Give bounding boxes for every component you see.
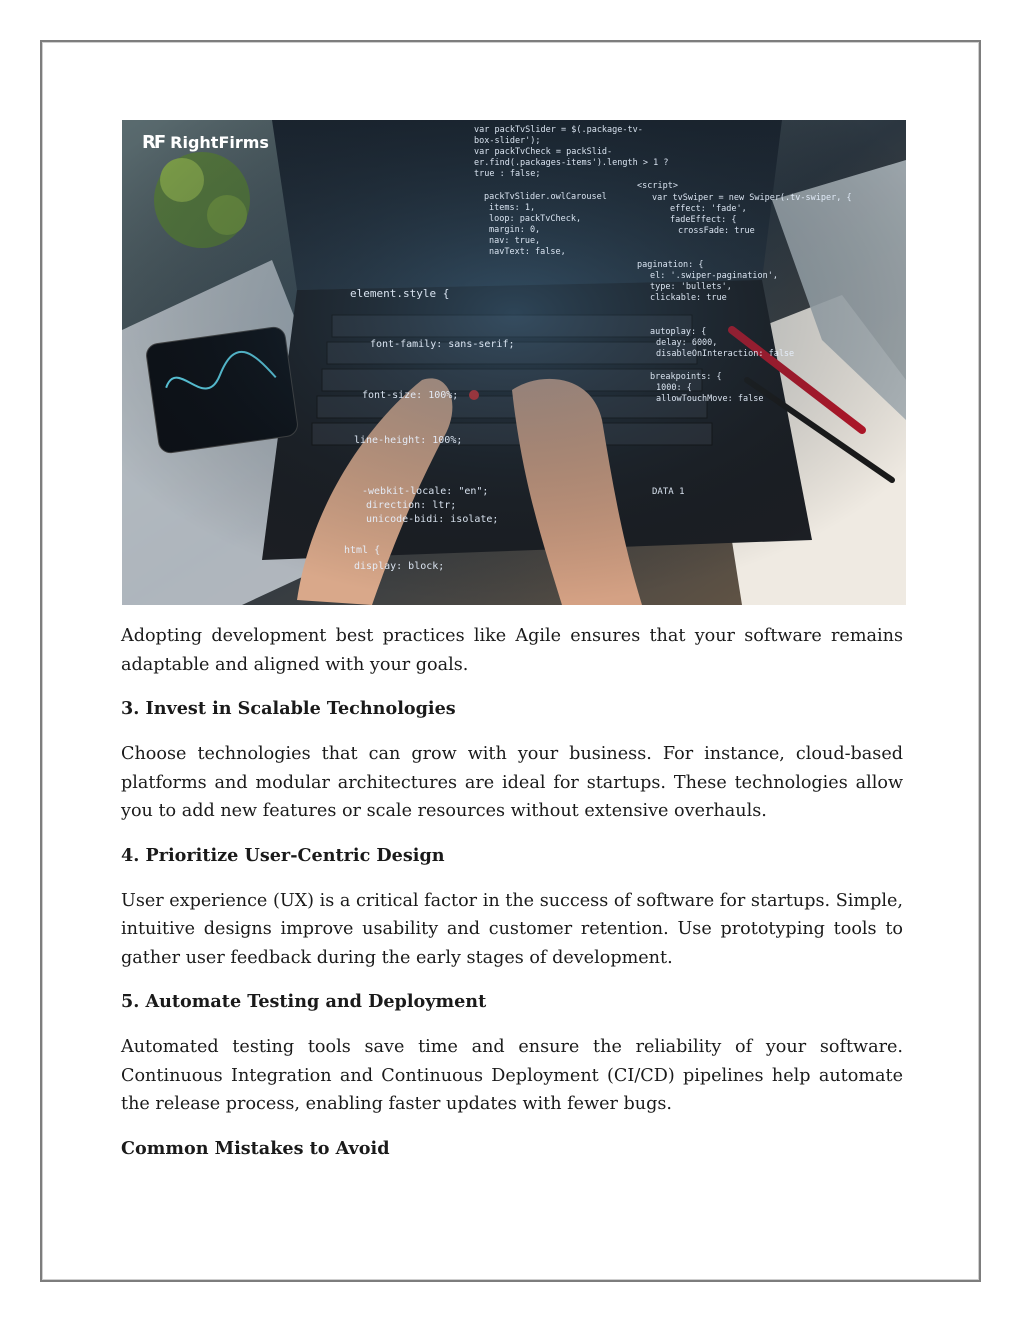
rightfirms-logo <box>142 132 269 153</box>
code-line: DATA 1 <box>652 487 685 497</box>
paragraph-agile: Adopting development best practices like Agile ensures that your software remains adaptable and aligned with your goals. <box>121 626 903 675</box>
code-line: el: '.swiper-pagination', <box>650 271 778 281</box>
code-line: var packTvCheck = packSlid- <box>474 147 613 157</box>
code-line: -webkit-locale: "en"; <box>362 486 489 497</box>
code-line: items: 1, <box>489 203 536 213</box>
code-line: loop: packTvCheck, <box>489 214 582 224</box>
code-line: er.find(.packages-items').length > 1 ? <box>474 158 669 168</box>
code-line: box-slider'); <box>474 136 541 146</box>
code-line: navText: false, <box>489 247 566 257</box>
code-line: allowTouchMove: false <box>656 394 764 404</box>
code-line: nav: true, <box>489 236 541 246</box>
code-line: html { <box>344 545 381 556</box>
laptop-illustration <box>122 120 906 605</box>
code-line: line-height: 100%; <box>354 435 463 446</box>
code-line: clickable: true <box>650 293 727 303</box>
code-line: <script> <box>637 181 678 191</box>
code-line: unicode-bidi: isolate; <box>366 514 499 525</box>
heading-automate-testing: 5. Automate Testing and Deployment <box>121 991 487 1012</box>
code-line: autoplay: { <box>650 327 707 337</box>
code-line: element.style { <box>350 287 450 300</box>
logo-text: RightFirms <box>170 133 269 152</box>
code-line: font-family: sans-serif; <box>370 339 515 350</box>
code-line: font-size: 100%; <box>362 390 459 401</box>
hero-image <box>122 120 906 605</box>
code-line: var tvSwiper = new Swiper(.tv-swiper, { <box>652 193 852 203</box>
code-line: direction: ltr; <box>366 500 457 511</box>
code-line: effect: 'fade', <box>670 204 747 214</box>
heading-common-mistakes: Common Mistakes to Avoid <box>121 1137 390 1159</box>
code-line: delay: 6000, <box>656 338 718 348</box>
code-line: fadeEffect: { <box>670 215 737 225</box>
code-line: crossFade: true <box>678 226 755 236</box>
article-body <box>121 622 903 1180</box>
heading-user-centric-design: 4. Prioritize User-Centric Design <box>121 844 445 866</box>
code-line: breakpoints: { <box>650 372 722 382</box>
code-line: true : false; <box>474 169 541 179</box>
logo-mark-icon: RF <box>142 132 165 153</box>
code-line: pagination: { <box>637 260 704 270</box>
code-line: margin: 0, <box>489 225 541 235</box>
code-line: type: 'bullets', <box>650 282 732 292</box>
paragraph-automate-testing: Automated testing tools save time and ensure the reliability of your software. Continuous Integration and Continuous Deployment (CI/CD) pipelines help automate the release process, enabling faster updates with fewer bugs. <box>121 1037 903 1114</box>
code-line: var packTvSlider = $(.package-tv- <box>474 125 643 135</box>
code-line: display: block; <box>354 561 445 572</box>
paragraph-scalable-technologies: Choose technologies that can grow with your business. For instance, cloud-based platforms and modular architectures are ideal for startups. These technologies allow you to add new features or scale resources without extensive overhauls. <box>121 744 903 821</box>
paragraph-user-centric-design: User experience (UX) is a critical factor in the success of software for startups. Simple, intuitive designs improve usability and customer retention. Use prototyping tools to gather user feedback during the early stages of development. <box>121 890 903 968</box>
code-line: packTvSlider.owlCarousel <box>484 192 607 202</box>
heading-scalable-technologies: 3. Invest in Scalable Technologies <box>121 698 456 719</box>
code-line: disableOnInteraction: false <box>656 349 795 359</box>
code-line: 1000: { <box>656 383 692 393</box>
